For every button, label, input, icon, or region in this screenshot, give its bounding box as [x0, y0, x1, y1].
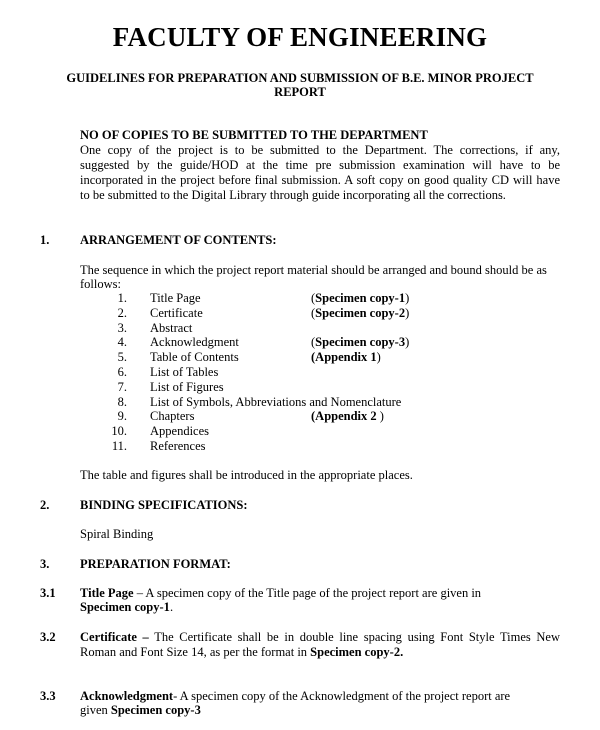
section-2-heading: BINDING SPECIFICATIONS: [80, 498, 248, 512]
contents-item-label: Appendices [150, 424, 210, 439]
contents-item-reference [311, 291, 409, 306]
contents-item-reference [311, 335, 409, 350]
copies-line: One copy of the project is to be submitted to the Department. The corrections, if any, [80, 143, 560, 157]
contents-item-reference [311, 350, 381, 365]
subsection-3-3-line1 [80, 689, 510, 704]
subsection-3-2-line2 [80, 645, 560, 660]
subsection-3-3-title: Acknowledgment [80, 689, 174, 703]
section-3-number: 3. [40, 557, 50, 571]
contents-item-reference-close: ) [405, 335, 410, 350]
section-1-outro: The table and figures shall be introduced in the appropriate places. [80, 468, 413, 482]
contents-item-number: 10. [111, 424, 127, 439]
contents-item-label: Table of Contents [150, 350, 239, 365]
contents-item-label: Acknowledgment [150, 335, 239, 350]
section-1-intro-line2: follows: [80, 277, 121, 291]
contents-item-reference-name: Specimen copy-1 [315, 291, 406, 305]
contents-item-label: References [150, 439, 206, 453]
subsection-3-1-line2 [80, 600, 173, 615]
section-1-heading: ARRANGEMENT OF CONTENTS: [80, 233, 277, 247]
contents-item-number: 4. [117, 335, 127, 350]
copies-line: to be submitted to the Digital Library through guide incorporating all the corrections. [80, 188, 506, 202]
contents-item-number: 9. [117, 409, 127, 424]
contents-item-reference-open: ( [311, 291, 316, 305]
contents-item-reference-open: ( [311, 305, 316, 320]
contents-item-reference [311, 409, 384, 424]
contents-item-label: List of Symbols, Abbreviations and Nomenclature [150, 394, 402, 409]
copies-paragraph [80, 143, 560, 203]
contents-item-label: List of Figures [150, 379, 224, 394]
contents-item-reference-name: (Appendix 2 [311, 409, 377, 424]
contents-item-number: 5. [117, 350, 127, 365]
subsection-3-1-line1 [80, 586, 481, 601]
contents-item-number: 3. [117, 320, 127, 335]
subsection-3-2-line1 [80, 630, 560, 645]
contents-item-reference-name: Specimen copy-2 [315, 305, 406, 320]
subsection-3-2-number: 3.2 [40, 630, 56, 644]
contents-item-reference-name: (Appendix 1 [311, 350, 377, 365]
contents-item-label: Chapters [150, 409, 195, 424]
contents-item-reference-name: Specimen copy-3 [315, 335, 406, 350]
subsection-3-2-text: The Certificate shall be in double line spacing using Font Style Times New [148, 630, 561, 644]
section-1-number: 1. [40, 233, 50, 247]
subsection-3-3-specimen: Specimen copy-3 [110, 703, 201, 717]
subsection-3-2-paragraph [80, 630, 560, 660]
contents-item-reference-close: ) [405, 291, 410, 305]
subsection-3-2-text2: Roman and Font Size 14, as per the format in [80, 645, 311, 659]
subtitle-line-1: GUIDELINES FOR PREPARATION AND SUBMISSION OF B.E. MINOR PROJECT [66, 71, 534, 85]
contents-item-label: Title Page [150, 291, 201, 305]
section-2-text: Spiral Binding [80, 527, 154, 541]
section-3-heading: PREPARATION FORMAT: [80, 557, 231, 571]
subsection-3-3-number: 3.3 [40, 689, 56, 703]
contents-item-reference-close: ) [405, 305, 410, 320]
subsection-3-1-number: 3.1 [40, 586, 56, 600]
subsection-3-1-title: Title Page [80, 586, 134, 600]
subsection-3-2-title: Certificate – [80, 630, 149, 644]
contents-item-label: List of Tables [150, 365, 219, 379]
subsection-3-1-end: . [169, 600, 174, 614]
subsection-3-2-specimen: Specimen copy-2. [310, 645, 404, 659]
contents-item-label: Abstract [150, 320, 193, 335]
contents-item-number: 11. [111, 439, 127, 453]
copies-line: incorporated in the project before final submission. A soft copy on good quality CD will have [80, 173, 560, 187]
subsection-3-1-text: – A specimen copy of the Title page of the project report are given in [133, 586, 482, 600]
contents-item-number: 2. [117, 305, 127, 320]
contents-item-reference [311, 306, 409, 321]
contents-item-label: Certificate [150, 305, 203, 320]
subsection-3-3-text: - A specimen copy of the Acknowledgment of the project report are [173, 689, 511, 703]
section-1-intro-line1: The sequence in which the project report material should be arranged and bound should be as [80, 263, 547, 277]
contents-item-number: 7. [117, 379, 127, 394]
subsection-3-3-line2 [80, 703, 201, 718]
contents-item-reference-close: ) [376, 409, 384, 424]
contents-item-reference-open: ( [311, 335, 316, 350]
copies-line: suggested by the guide/HOD at the time pre submission examination will have to be [80, 158, 560, 172]
subsection-3-1-specimen: Specimen copy-1 [80, 600, 170, 614]
subsection-3-3-text2: given [80, 703, 111, 717]
subtitle-line-2: REPORT [274, 85, 326, 99]
copies-heading: NO OF COPIES TO BE SUBMITTED TO THE DEPARTMENT [80, 128, 428, 142]
contents-item-reference-close: ) [376, 350, 381, 365]
contents-item-number: 6. [117, 365, 127, 379]
contents-item-number: 8. [117, 394, 127, 409]
contents-item-number: 1. [117, 291, 127, 305]
section-2-number: 2. [40, 498, 50, 512]
page-title: FACULTY OF ENGINEERING [112, 22, 488, 52]
